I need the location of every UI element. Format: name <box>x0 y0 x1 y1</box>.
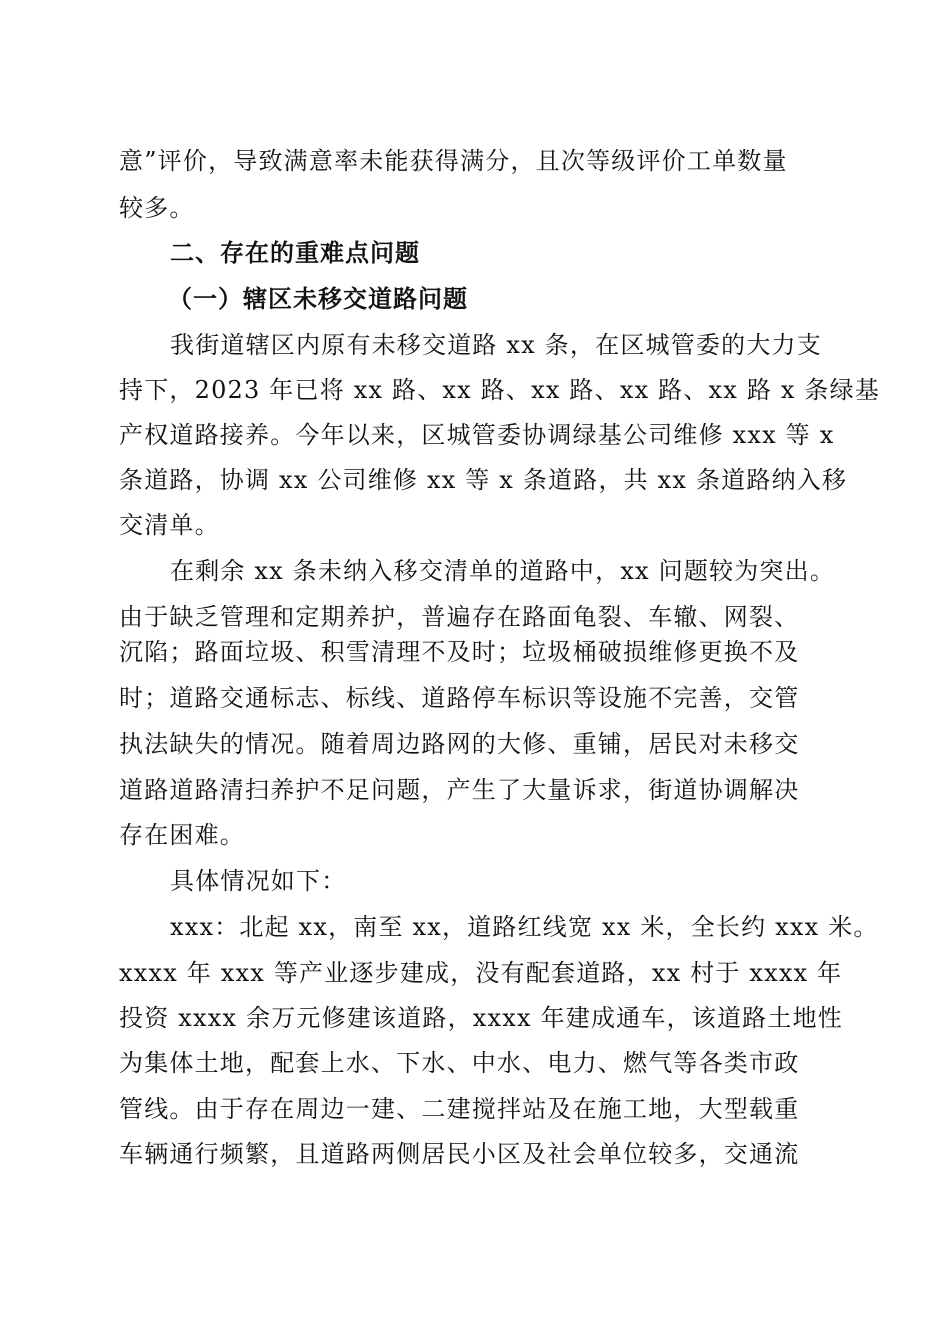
body-text-line: 产权道路接养。今年以来，区城管委协调绿基公司维修 xxx 等 x <box>119 421 835 449</box>
body-text-line: 由于缺乏管理和定期养护，普遍存在路面龟裂、车辙、网裂、 <box>119 603 800 631</box>
body-text-line: 在剩余 xx 条未纳入移交清单的道路中，xx 问题较为突出。 <box>170 557 836 585</box>
body-text-line: 执法缺失的情况。随着周边路网的大修、重铺，居民对未移交 <box>119 730 800 758</box>
body-text-line: 车辆通行频繁，且道路两侧居民小区及社会单位较多，交通流 <box>119 1140 800 1168</box>
body-text-line: xxx：北起 xx，南至 xx，道路红线宽 xx 米，全长约 xxx 米。 <box>170 913 879 941</box>
body-text-line: 沉陷；路面垃圾、积雪清理不及时；垃圾桶破损维修更换不及 <box>119 638 800 666</box>
body-text-line: 较多。 <box>119 194 195 222</box>
body-text-line: 存在困难。 <box>119 821 245 849</box>
body-text-line: 为集体土地，配套上水、下水、中水、电力、燃气等各类市政 <box>119 1049 800 1077</box>
body-text-line: 条道路，协调 xx 公司维修 xx 等 x 条道路，共 xx 条道路纳入移 <box>119 466 848 494</box>
section-heading: 二、存在的重难点问题 <box>170 239 420 267</box>
body-text-line: 时；道路交通标志、标线、道路停车标识等设施不完善，交管 <box>119 684 800 712</box>
subsection-heading: （一）辖区未移交道路问题 <box>168 284 468 313</box>
body-text-line: 具体情况如下： <box>170 867 347 895</box>
body-text-line: 道路道路清扫养护不足问题，产生了大量诉求，街道协调解决 <box>119 776 800 804</box>
body-text-line: 意”评价，导致满意率未能获得满分，且次等级评价工单数量 <box>119 147 788 175</box>
body-text-line: 管线。由于存在周边一建、二建搅拌站及在施工地，大型载重 <box>119 1095 800 1123</box>
body-text-line: 我街道辖区内原有未移交道路 xx 条，在区城管委的大力支 <box>170 331 822 359</box>
body-text-line: 交清单。 <box>119 511 220 539</box>
body-text-line: xxxx 年 xxx 等产业逐步建成，没有配套道路，xx 村于 xxxx 年 <box>119 959 843 987</box>
body-text-line: 投资 xxxx 余万元修建该道路，xxxx 年建成通车，该道路土地性 <box>119 1004 843 1032</box>
body-text-line: 持下，2023 年已将 xx 路、xx 路、xx 路、xx 路、xx 路 x 条绿基 <box>119 376 881 404</box>
